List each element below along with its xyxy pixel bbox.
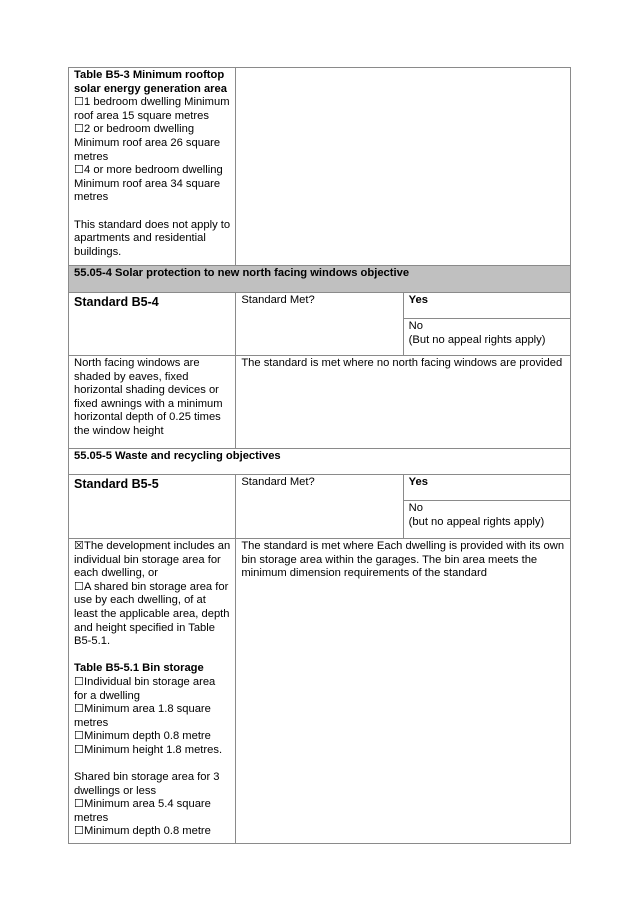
no-option-b5-4[interactable] [403,319,570,356]
checkbox-item-2-bedroom[interactable]: ☐2 or bedroom dwelling Minimum roof area 26 square metres [74,123,221,163]
table-b5-3-row [69,68,571,266]
checkbox-item-4-bedroom[interactable]: ☐4 or more bedroom dwelling Minimum roof area 34 square metres [74,164,223,204]
bin-table-title: Table B5-5.1 Bin storage [74,662,204,675]
checkbox-item-1-bedroom[interactable]: ☐1 bedroom dwelling Minimum roof area 15 square metres [74,96,230,122]
requirement-row-b5-5 [69,539,571,844]
checkbox-shared-min-area-5-4[interactable]: ☐Minimum area 5.4 square metres [74,798,211,824]
assessment-table [68,67,571,844]
checkbox-min-depth-0-8[interactable]: ☐Minimum depth 0.8 metre [74,730,211,743]
standard-label-b5-4: Standard B5-4 [69,293,236,356]
standard-met-row-b5-4 [69,293,571,319]
section-heading-b5-5: 55.05-5 Waste and recycling objectives [69,449,571,475]
no-label-b5-4: No [408,320,423,332]
standard-met-question-b5-4: Standard Met? [236,293,403,356]
requirement-row-b5-4 [69,356,571,449]
checkbox-shared-bin-option[interactable]: ☐A shared bin storage area for use by each dwelling, of at least the applicable area, depth and height specified in Table B5-5.1. [74,580,230,648]
no-note-b5-5: (but no appeal rights apply) [408,515,545,528]
checkbox-individual-bin-option[interactable]: ☒The development includes an individual bin storage area for each dwelling, or [74,540,231,580]
table-b5-3-cell [69,68,236,266]
table-b5-3-title: Table B5-3 Minimum rooftop solar energy generation area [74,69,227,95]
requirement-text-b5-4: North facing windows are shaded by eaves, fixed horizontal shading devices or fixed awnings with a minimum horizontal depth of 0.25 times the window height [69,356,236,449]
table-b5-3-response-cell [236,68,571,266]
standard-met-question-b5-5: Standard Met? [236,475,403,539]
standard-label-b5-5: Standard B5-5 [69,475,236,539]
no-label-b5-5: No [408,502,423,514]
checkbox-individual-bin-area[interactable]: ☐Individual bin storage area for a dwelling [74,675,216,702]
section-heading-row [69,266,571,293]
no-note-b5-4: (But no appeal rights apply) [408,333,546,346]
yes-option-b5-4[interactable]: Yes [403,293,570,319]
checkbox-shared-min-depth-0-8[interactable]: ☐Minimum depth 0.8 metre [74,825,211,838]
table-b5-3-note: This standard does not apply to apartments and residential buildings. [74,218,231,258]
standard-met-row-b5-5 [69,475,571,501]
response-text-b5-5: The standard is met where Each dwelling is provided with its own bin storage area within the garages. The bin area meets the minimum dimension requirements of the standard [236,539,571,844]
section-heading-b5-4: 55.05-4 Solar protection to new north facing windows objective [69,266,571,293]
checkbox-min-height-1-8[interactable]: ☐Minimum height 1.8 metres. [74,743,223,756]
section-heading-row [69,449,571,475]
no-option-b5-5[interactable] [403,501,570,539]
requirement-cell-b5-5 [69,539,236,844]
shared-bin-heading: Shared bin storage area for 3 dwellings or less [74,771,220,797]
response-text-b5-4: The standard is met where no north facing windows are provided [236,356,571,449]
checkbox-min-area-1-8[interactable]: ☐Minimum area 1.8 square metres [74,703,211,729]
assessment-document [68,67,571,844]
yes-option-b5-5[interactable]: Yes [403,475,570,501]
